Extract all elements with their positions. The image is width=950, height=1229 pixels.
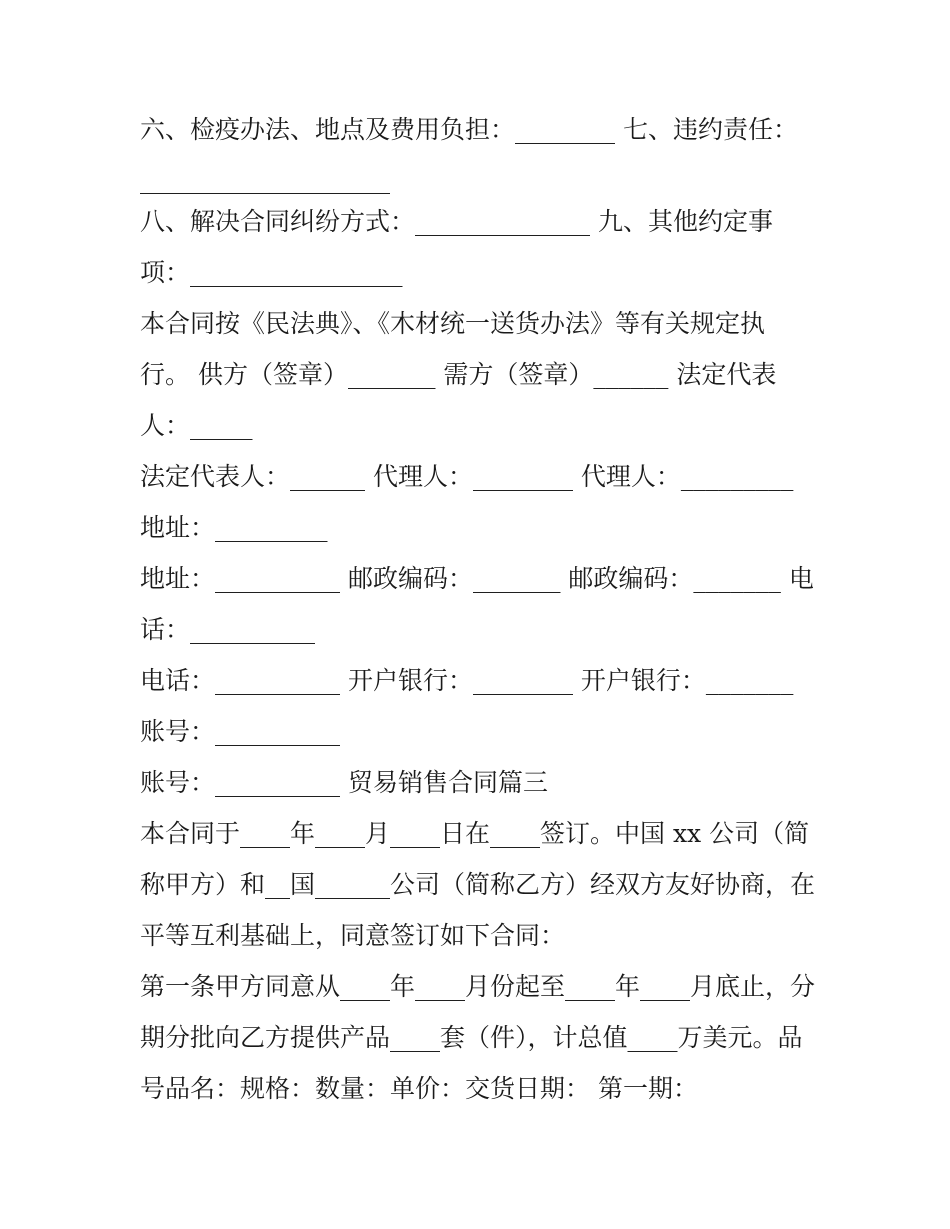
text-line: 期分批向乙方提供产品____套（件），计总值____万美元。品 [140,1023,803,1052]
text-line: 项：_________________ [140,258,403,287]
text-line: 人：_____ [140,411,253,440]
text-line: 地址：__________ 邮政编码：_______ 邮政编码：_______ 电 [140,564,814,593]
text-line: 第一条甲方同意从____年____月份起至____年____月底止，分 [140,972,816,1001]
text-line: 称甲方）和__国______公司（简称乙方）经双方友好协商，在 [140,870,816,899]
text-line: 行。 供方（签章）_______ 需方（签章）______ 法定代表 [140,360,777,389]
text-line: ____________________ [140,165,390,194]
text-line: 账号：__________ [140,717,341,746]
text-line: 八、解决合同纠纷方式：______________ 九、其他约定事 [140,207,773,236]
text-line: 话：__________ [140,615,316,644]
text-line: 号品名：规格：数量：单价：交货日期： 第一期： [140,1074,698,1103]
text-line: 本合同按《民法典》、《木材统一送货办法》等有关规定执 [140,309,766,338]
text-line: 本合同于____年____月____日在____签订。中国 xx 公司（简 [140,819,810,848]
text-line: 电话：__________ 开户银行：________ 开户银行：_______ [140,666,794,695]
text-line: 法定代表人：______ 代理人：________ 代理人：_________ [140,462,794,491]
text-line: 地址：_________ [140,513,328,542]
text-line: 平等互利基础上，同意签订如下合同： [140,921,566,950]
text-line: 账号：__________ 贸易销售合同篇三 [140,768,548,797]
text-line: 六、检疫办法、地点及费用负担：________ 七、违约责任： [140,115,798,144]
